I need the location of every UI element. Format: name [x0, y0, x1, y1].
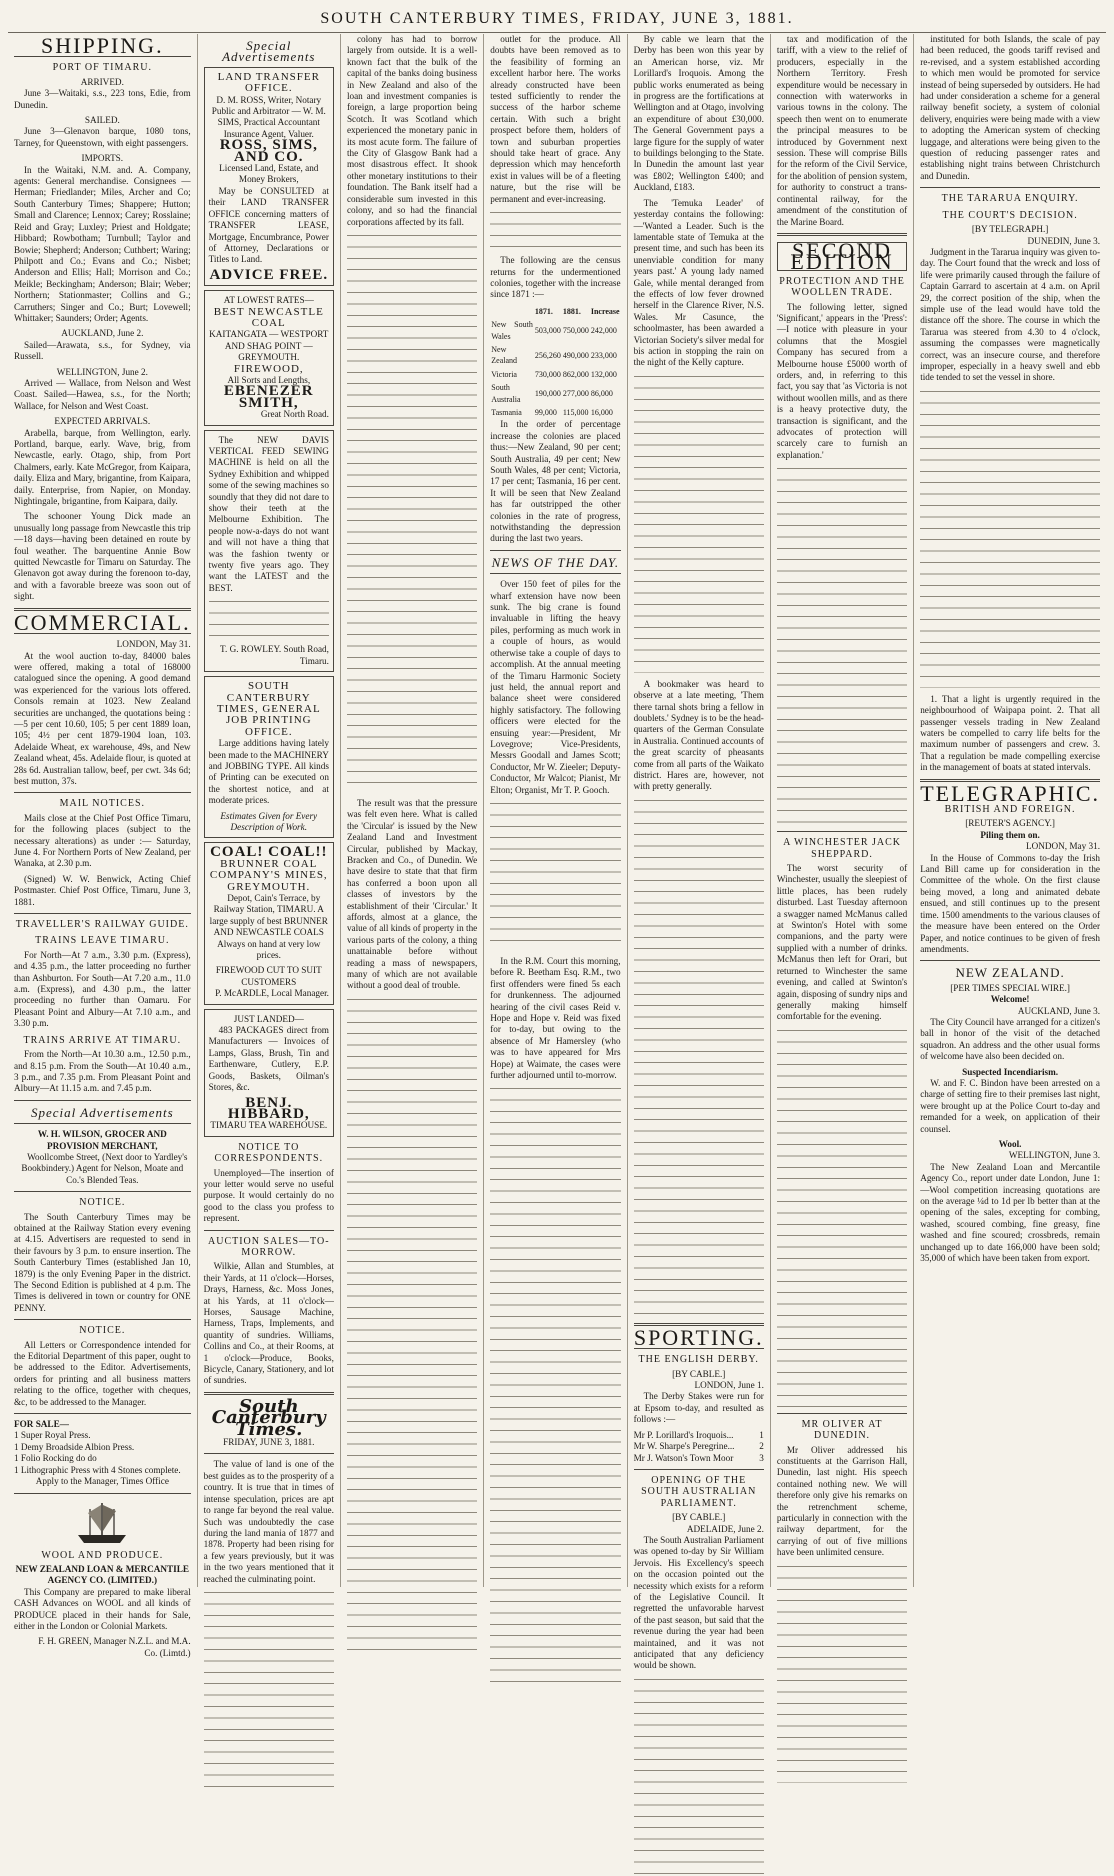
census-cell: 750,000 [562, 325, 589, 335]
imports-label: IMPORTS. [81, 153, 124, 164]
reuters-agency: [REUTER'S AGENCY.] [965, 818, 1055, 829]
census-col-1871: 1871. [534, 306, 553, 316]
opening-text: The South Australian Parliament was opened to-day by Sir William Jervois. His Excellency's speech on the occasion pointed out the necessity which exists for a reform of the Legislative Council. It regretted the unfavorable harvest of the past season, but said that the revenue during the year had been maintained, and it was not anticipated that any deficiency would be shown. [633, 1534, 764, 1671]
piling-text: In the House of Commons to-day the Irish Land Bill came up for consideration in the Committee of the whole. On the first clause being moved, a long and animated debate ensued, and still continues up to the present time. 1500 amendments to the various clauses of the measure have been entered on the Order Paper, and notice continues to be given of fresh amendments. [920, 852, 1101, 954]
derby-horse: Mr J. Watson's Town Moor [633, 1452, 734, 1463]
census-after: In the order of percentage increase the colonies are placed thus:—New Zealand, 90 per cent; South Australia, 49 per cent; New South Wales, 48 per cent; Victoria, 17 per cent; Tasmania, 16 per cent. It will be seen that New Zealand has far outstripped the other colonies in the rate of progress, notwithstanding the depression during the last two years. [490, 419, 621, 544]
news-text-2: In the R.M. Court this morning, before R. Beetham Esq. R.M., two first offenders were fined 5s each for drunkenness. The adjourned hearing of the civil cases Reid v. Hope and Hope v. Reid was fixed for to-day, but owing to the absence of Mr Hamersley (who was to have appeared for Mrs Hope) at Waimate, the cases were further adjourned until to-morrow. [490, 955, 621, 1081]
correspondents-heading: NOTICE TO CORRESPONDENTS. [214, 1141, 324, 1165]
census-intro: The following are the census returns for the undermentioned colonies, together with the increase since 1871 :— [490, 255, 621, 300]
census-table [490, 305, 620, 420]
auction-text: Wilkie, Allan and Stumbles, at their Yards, at 11 o'clock—Horses, Drays, Harness, &c. Moss Jones, at his Yards, at 11 o'clock—Horses, Sausage Machine, Harness, Traps, Implements, and quantity of sundries. Williams, Collins and Co., at their Rooms, at 1 o'clock—Produce, Books, Bicycle, Canary, Stationery, and lot of sundries. [203, 1261, 334, 1386]
mail-text: Mails close at the Chief Post Office Timaru, for the following places (subject to the necessary alterations) as under :— Saturday, June 4. For Northern Ports of New Zealand, per Wanaka, at 2.30 p.m. [14, 812, 191, 869]
for-sale-item: 1 Lithographic Press with 4 Stones complete. [14, 1464, 181, 1475]
mail-signature: (Signed) W. W. Benwick, Acting Chief Postmaster. Chief Post Office, Timaru, June 3, 1881. [14, 873, 191, 907]
ross-text: May be CONSULTED at their LAND TRANSFER OFFICE concerning matters of TRANSFER LEASE, Mortgage, Encumbrance, Power of Attorney, Declarations or Titles to Land. [208, 185, 329, 265]
leader-continued: colony has had to borrow largely from outside. It is a well-known fact that the bulk of the capital of the banks doing business in New Zealand and also of the loan and investment companies is foreign, a large proportion being Scotch. It was Scotland which experienced the monetary panic in its most acute form. The failure of the City of Glasgow Bank had a most disastrous effect. It shook other monetary institutions to their foundation. The Bank itself had a considerable sum invested in this colony, and so had the financial corporations affected by its fall. [346, 34, 478, 227]
wilson-ad-name: W. H. WILSON, GROCER AND PROVISION MERCHANT, [37, 1129, 167, 1151]
speech-continued: tax and modification of the tariff, with a view to the relief of producers, especially in the Northern Territory. Fresh expenditure would be necessary in connection with waterworks in various towns in the colony. The speech then went on to enumerate the principal measures to be introduced by Government next session. These will comprise Bills for the reform of the Civil Service, for the abolition of pension system, for authority to construct a trans-continental railway, for the amendment of the constitution of the Marine Board. [776, 34, 908, 227]
notice2-text: All Letters or Correspondence intended for the Editorial Department of this paper, ought to be addressed to the Editor. Advertisements, orders for printing and all business matters relating to the office, together with cheques, &c, to be addressed to the Manager. [14, 1339, 191, 1407]
trains-arrive-text: From the North—At 10.30 a.m., 12.50 p.m., and 8.15 p.m. From the South—At 10.40 a.m., 3 p.m., and 7.35 p.m. From Pleasant Point and Albury—At 11.15 a.m. and 7.45 p.m. [14, 1049, 191, 1094]
welcome-dateline: AUCKLAND, June 3. [1017, 1005, 1101, 1016]
hibbard-name: BENJ. HIBBARD, [227, 1094, 310, 1122]
census-cell: 190,000 [534, 388, 561, 398]
railway-continued: instituted for both Islands, the scale of pay had been reduced, the goods tariff revised and re-revised, and a system established according to which men would be promoted for service instead of being superseded by outsiders. He had had under consideration a scheme for a general railway benefit society, a system of colonial delivery, enquiries were being made with a view to adopting the American system of checking luggage, and alterations were being given to the question of reducing passenger rates and establishing night trains between Christchurch and Dunedin. [920, 34, 1101, 181]
derby-result [634, 1441, 764, 1452]
for-sale-item: 1 Folio Rocking do do [14, 1453, 97, 1464]
ad-text-lines [209, 598, 329, 638]
census-cell: 862,000 [562, 369, 589, 379]
harbor-text: outlet for the produce. All doubts have been removed as to the feasibility of forming an excellent harbor here. The works already constructed have been tested sufficiently to render the success of the harbor scheme certain. With such a bright prospect before them, holders of town and suburban properties should take heart of grace. Any depression which may henceforth exist in values will be of a fleeting nature, but the rise will be permanent and ever-increasing. [490, 34, 621, 204]
piling-heading: Piling them on. [980, 829, 1040, 840]
article-text-lines [777, 1027, 907, 1407]
article-text-lines [634, 373, 764, 673]
brunner-text: Depot, Cain's Terrace, by Railway Station, TIMARU. A large supply of best BRUNNER AND NEWCASTLE COALS Always on hand at very low prices. [209, 893, 328, 961]
divider [490, 550, 620, 551]
new-zealand-heading: NEW ZEALAND. [955, 965, 1065, 981]
for-sale-item: 1 Super Royal Press. [14, 1430, 91, 1441]
census-cell: New South Wales [491, 320, 533, 341]
temuka-text: The 'Temuka Leader' of yesterday contains the following:—'Wanted a Leader. Such is the lamentable state of Temuka at the present time, and such has been its unenviable condition for many years past.' A young lady named Gale, while mental deranged from the effects of low fever drowned herself in the Clarence River, N.S. Wales. Mr Casunce, the schoolmaster, has been awarded a Victorian Society's silver medal for bis action in stopping the rain on the night of the Kelly capture. [633, 197, 764, 368]
column-4 [484, 34, 627, 1587]
shipping-notes: The schooner Young Dick made an unusually long passage from Newcastle this trip—18 days—having been detained en route by foul weather. The barquentine Annie Bow quitted Newcastle for Timaru on Saturday. The Glenavon got away during the forenoon to-day, and with a favorable breeze was soon out of sight. [14, 511, 191, 602]
just-landed: JUST LANDED— [233, 1013, 304, 1024]
census-row [490, 368, 620, 381]
divider [14, 1191, 191, 1192]
arrived-label: ARRIVED. [80, 76, 124, 87]
derby-dateline: LONDON, June 1. [694, 1380, 764, 1391]
misc-news-text: A bookmaker was heard to observe at a late meeting, 'Them there tarnal shots bring a fellow in doublets.' Sydney is to be the head-quarters of the German Consulate in Australia. Continued accounts of the great scarcity of pheasants come from all parts of the Waikato district. Hares are, however, not with pretty generally. [633, 678, 764, 792]
coal-ad [204, 290, 334, 425]
newspaper-nameplate: South Canterbury Times. [211, 1395, 326, 1440]
derby-place: 3 [759, 1452, 764, 1463]
article-text-lines [634, 1676, 764, 1876]
davis-text: The NEW DAVIS VERTICAL FEED SEWING MACHINE is held on all the Sydney Exhibition and whipped some of the sewing machines so soundly that they did not dare to show their teeth at the Melbourne Exhibition. The people now-a-days do not want and will not have a thing that was the fashion twenty or twenty five years ago. They want the LATEST and the BEST. [208, 434, 329, 593]
expected-label: EXPECTED ARRIVALS. [54, 416, 151, 427]
column-2 [198, 34, 341, 1587]
wool-produce-heading: WOOL AND PRODUCE. [41, 1549, 164, 1561]
derby-result [634, 1453, 764, 1464]
column-3 [341, 34, 484, 1587]
ross-names: D. M. ROSS, Writer, Notary Public and Arbitrator — W. M. SIMS, Practical Accountant Insurance Agent, Valuer. [211, 94, 326, 139]
special-wire: [PER TIMES SPECIAL WIRE.] [950, 982, 1070, 993]
notice-heading: NOTICE. [79, 1197, 126, 1209]
census-cell: 490,000 [562, 350, 589, 360]
for-sale-apply: Apply to the Manager, Times Office [35, 1476, 169, 1487]
printing-estimates: Estimates Given for Every Description of Work. [220, 810, 318, 832]
rowley-signature: T. G. ROWLEY. South Road, Timaru. [220, 644, 329, 666]
wilson-ad-text: Woollcombe Street, (Next door to Yardley's Bookbindery.) Agent for Nelson, Moate and Co.'s Blended Teas. [21, 1151, 188, 1185]
news-text-lines [490, 800, 620, 950]
derby-place: 2 [759, 1441, 764, 1452]
derby-heading: THE ENGLISH DERBY. [638, 1354, 759, 1366]
loan-company-signature: F. H. GREEN, Manager N.Z.L. and M.A. Co. (Limtd.) [38, 1636, 191, 1658]
divider [204, 1453, 334, 1454]
hibbard-ad [204, 1009, 334, 1137]
derby-text: The Derby Stakes were run for at Epsom to-day, and resulted as follows :— [633, 1391, 764, 1425]
derby-place: 1 [759, 1429, 764, 1440]
columns [8, 33, 1106, 1671]
census-cell: 16,000 [590, 407, 613, 417]
firewood-sub: All Sorts and Lengths, [227, 374, 311, 385]
mcardle-signature: P. McARDLE, Local Manager. [215, 988, 329, 999]
tararua-dateline: DUNEDIN, June 3. [1027, 235, 1101, 246]
welcome-heading: Welcome! [990, 994, 1030, 1005]
for-sale-heading: FOR SALE— [14, 1419, 69, 1430]
census-row [490, 343, 620, 368]
sailed-label: SAILED. [84, 115, 120, 126]
article-text-lines [777, 1563, 907, 1783]
nameplate-dateline: FRIDAY, JUNE 3, 1881. [223, 1437, 315, 1448]
divider [14, 913, 191, 914]
incendiarism-text: W. and F. C. Bindon have been arrested on a charge of setting fire to their premises last night, were brought up at the Police Court to-day and remanded for a week, on application of their counsel. [920, 1077, 1101, 1134]
coal-best: BEST NEWCASTLE COAL [213, 305, 324, 329]
news-heading: NEWS OF THE DAY. [491, 554, 620, 570]
coal-places: KAITANGATA — WESTPORT AND SHAG POINT — GREYMOUTH. [209, 329, 329, 363]
census-cell: Tasmania [491, 407, 522, 417]
notice-text: The South Canterbury Times may be obtained at the Railway Station every evening at 4.15. Advertisers are requested to send in their favours by 3 p.m. to ensure insertion. The South Canterbury Times (established Jan 10, 1879) is the only Evening Paper in the district. The Second Edition is published at 4 p.m. The Times is delivered in town or country for ONE PENNY. [14, 1211, 191, 1313]
census-col-1881: 1881. [562, 306, 581, 316]
trains-leave-heading: TRAINS LEAVE TIMARU. [35, 935, 170, 947]
printing-office-text: Large additions having lately been made to the MACHINERY and JOBBING TYPE. All kinds of Printing can be executed on the shortest notice, and at moderate prices. [208, 738, 329, 806]
column-7 [914, 34, 1106, 1587]
firewood: FIREWOOD, [233, 362, 304, 375]
coal-heading: COAL! COAL!! [210, 844, 328, 861]
for-sale-item: 1 Demy Broadside Albion Press. [14, 1441, 135, 1452]
column-5 [628, 34, 771, 1671]
divider [777, 233, 907, 236]
trains-leave-text: For North—At 7 a.m., 3.30 p.m. (Express), and 4.35 p.m., the latter proceeding no further than Ashburton. For South—At 7.20 a.m., 11.0 a.m. (Express), and 4.30 p.m., the latter proceeding no further than Oamaru. For Pleasant Point and Albury—At 7.10 a.m., and 3.30 p.m. [14, 949, 191, 1029]
mail-heading: MAIL NOTICES. [59, 798, 146, 810]
special-ads-heading: Special Advertisements [222, 38, 316, 65]
brunner-heading: BRUNNER COAL COMPANY'S MINES, GREYMOUTH. [209, 857, 328, 893]
divider [204, 1392, 334, 1395]
davis-sewing-ad [204, 430, 334, 673]
divider [14, 1319, 191, 1320]
opening-heading: OPENING OF THE SOUTH AUSTRALIAN PARLIAMENT. [641, 1474, 757, 1509]
british-foreign-heading: BRITISH AND FOREIGN. [944, 804, 1076, 816]
opening-dateline: ADELAIDE, June 2. [686, 1523, 764, 1534]
special-ads-heading: Special Advertisements [30, 1104, 174, 1120]
column-1 [8, 33, 198, 1658]
article-text-lines [634, 797, 764, 1317]
railway-guide-heading: TRAVELLER'S RAILWAY GUIDE. [15, 919, 189, 931]
wellington-text: Arrived — Wallace, from Nelson and West Coast. Sailed—Hawea, s.s., for the North; Wallace, for Nelson and West Coast. [14, 377, 191, 411]
auckland-text: Sailed—Arawata, s.s., for Sydney, via Russell. [14, 339, 191, 362]
court-decision-heading: THE COURT'S DECISION. [942, 209, 1078, 221]
census-cell: New Zealand [491, 344, 518, 366]
divider [14, 1123, 191, 1124]
masthead: SOUTH CANTERBURY TIMES, FRIDAY, JUNE 3, 1881. [8, 6, 1106, 33]
derby-horse: Mr W. Sharpe's Peregrine... [633, 1441, 735, 1452]
derby-cable-text: By cable we learn that the Derby has been won this year by an American horse, viz. Mr Lorillard's Iroquois. Among the public works enumerated as being in progress are the fortifications at Wellington and at Otago, involving an expenditure of about £30,000. The General Government pays a large figure for the supply of water to buildings belonging to the State. In Dunedin the amount last year was £802; Wellington £400; and Auckland, £183. [633, 34, 764, 193]
news-text: Over 150 feet of piles for the wharf extension have now been sunk. The big crane is found invaluable in lifting the heavy piles, performing as much work in a couple of hours, as would otherwise take a couple of days to accomplish. At the annual meeting of the Timaru Harmonic Society just held, the annual report and balance sheet were considered highly satisfactory. The following officers were elected for the ensuing year:—President, Mr Lovegrove; Vice-Presidents, Messrs Goodall and James Scott; Conductor, Mr W. Zieeler; Deputy-Conductor, Mr Walcot; Pianist, Mr Elton; Organist, Mr T. P. Gooch. [490, 579, 621, 795]
opening-by-cable: [BY CABLE.] [672, 1512, 726, 1523]
divider [920, 960, 1100, 961]
divider [14, 1413, 191, 1414]
expected-text: Arabella, barque, from Wellington, early. Portland, barque, early. Wave, brig, from Newcastle, early. Otago, ship, from Port Chalmers, early. Kate McGregor, from Kaipara, daily. Eliza and Mary, brigantine, from Kaipara, daily. Enterprise, from Napier, on Monday. Nightingale, brigantine, from Kaipara, daily. [14, 427, 191, 507]
printing-office-ad [204, 676, 334, 838]
brunner-coal-ad [204, 842, 334, 1004]
sporting-heading: SPORTING. [633, 1324, 764, 1350]
divider [634, 1469, 764, 1470]
divider [14, 792, 191, 793]
census-col-colony [490, 305, 534, 318]
census-row [490, 318, 620, 343]
sailed-text: June 3—Glenavon barque, 1080 tons, Tarney, for Queenstown, with eight passengers. [14, 126, 191, 148]
article-text-lines [920, 388, 1100, 688]
notice2-heading: NOTICE. [79, 1325, 126, 1337]
derby-horse: Mr P. Lorillard's Iroquois... [633, 1429, 734, 1440]
derby-result [634, 1430, 764, 1441]
census-cell: 132,000 [590, 369, 617, 379]
auction-heading: AUCTION SALES—TO-MORROW. [208, 1235, 330, 1258]
telegraphic-heading: TELEGRAPHIC. [920, 780, 1101, 806]
census-row [490, 381, 620, 406]
ross-subtitle: Licensed Land, Estate, and Money Brokers, [219, 163, 319, 185]
census-cell: South Australia [491, 383, 521, 404]
article-text-lines [777, 465, 907, 825]
leader-text-lines [347, 996, 477, 1656]
census-cell: 256,260 [534, 350, 561, 360]
smith-name: EBENEZER SMITH, [223, 383, 314, 411]
correspondents-text: Unemployed—The insertion of your letter would serve no useful purpose. It would certainly do no good to the class you profess to represent. [203, 1167, 334, 1224]
commercial-text: At the wool auction to-day, 84000 bales were offered, making a total of 168000 catalogued since the opening. A good demand was experienced for the various lots offered. Consols remain at 1023. New Zealand securities are unchanged, the quotations being :—5 per cent 10.60, 105; 5 per cent 1889 loan, 105; 4½ per cent 1879-1904 loan, 103. Adelaide Wheat, ex warehouse, 49s, and New Zealand wheat, 45s. Adelaide flour, is quoted at 28s 6d. Australian tallow, beef, per cwt. 34s 6d; best mutton, 37s. [14, 650, 191, 786]
leader-text-lines [204, 1589, 334, 1789]
news-text-lines [490, 1085, 620, 1685]
tararua-text: Judgment in the Tararua inquiry was given to-day. The Court found that the wreck and loss of life were primarily caused through the failure of Captain Garrard to ascertain at 4 a.m. on April 29, the correct position of the ship, when the simple use of the lead would have told the distance off the shore. The course in which the Tararua was steered from 4.30 to 4 o'clock, assuming the compasses were magnetically correct, was an insecure course, and therefore improper, especially in a heavy swell and ebb tide tended to set the vessel in shore. [920, 246, 1101, 383]
divider [920, 187, 1100, 188]
arrived-text: June 3—Waitaki, s.s., 223 tons, Edie, from Dunedin. [14, 88, 191, 110]
by-telegraph: [BY TELEGRAPH.] [971, 224, 1049, 235]
trains-arrive-heading: TRAINS ARRIVE AT TIMARU. [23, 1034, 182, 1046]
smith-address: Great North Road. [260, 409, 329, 420]
divider [777, 831, 907, 832]
printing-office-heading: SOUTH CANTERBURY TIMES, GENERAL JOB PRINTING OFFICE. [216, 680, 321, 738]
hibbard-subtitle: TIMARU TEA WAREHOUSE. [210, 1120, 328, 1131]
protection-text: The following letter, signed 'Significant,' appears in the 'Press':—I notice with pleasure in your columns that the Mosgiel Company has secured from a Melbourne house £5000 worth of orders, and, in referring to this fact, you say that 'as Victoria is not without woollen mills, and as there is a heavy protective duty, the transaction is significant, and the advocates of protection will scarcely care to furnish an explanation.' [776, 301, 908, 460]
census-cell: 233,000 [590, 350, 617, 360]
loan-company-heading: NEW ZEALAND LOAN & MERCANTILE AGENCY CO. (LIMITED.) [15, 1563, 190, 1586]
census-cell: Victoria [491, 369, 517, 379]
divider [777, 1413, 907, 1414]
advice-free: ADVICE FREE. [209, 266, 329, 283]
wellington-dateline: WELLINGTON, June 2. [56, 366, 148, 377]
leader-text-lines [347, 232, 477, 792]
jack-sheppard-heading: A WINCHESTER JACK SHEPPARD. [783, 837, 901, 860]
census-cell: 86,000 [590, 388, 613, 398]
census-table-header [490, 305, 620, 318]
auckland-dateline: AUCKLAND, June 2. [61, 328, 144, 339]
census-row [490, 406, 620, 419]
london-dateline: LONDON, May 31. [116, 639, 191, 650]
wool-heading: Wool. [998, 1139, 1022, 1149]
divider [204, 1230, 334, 1231]
census-cell: 99,000 [534, 407, 557, 417]
divider [490, 573, 620, 574]
census-cell: 277,000 [562, 388, 589, 398]
by-cable: [BY CABLE.] [672, 1368, 726, 1379]
census-cell: 503,000 [534, 325, 561, 335]
wool-text: The New Zealand Loan and Mercantile Agency Co., report under date London, June 1:—Wool competition increasing quotations are on the average ¼d to 1d per lb better than at the opening of the sales, excepting for combing, washed, scoured combing, fine greasy, fine washed and fine scoured; crossbreds, remain unchanged up to date 166,000 have been sold; 35,000 of which have been taken from export. [920, 1161, 1101, 1264]
shipping-heading: SHIPPING. [41, 33, 164, 58]
divider [14, 1100, 191, 1101]
imports-text: In the Waitaki, N.M. and. A. Company, agents: General merchandise. Consignees —Herman; Friedlander; Miles, Archer and Co; South Canterbury Times; Shappere; Hutton; Small and Clarence; Lennox; Carey; Rosslaine; Reid and Gray; Luxley; Priest and Holdgate; Hibbard; Rowbotham; Turnbull; Taylor and Bowie; Shepherd; Anderson; Cuthbert; Waring; Philpott and Co.; Evans and Co.; Nisbet; Anderson and Ellis; Hall; Morrison and Co.; Meikle; Beckingham; Anderson; Blair; Weber; Northern; Stationmaster; Collins and G.; Carruthers; Singer and Co.; Burt; Lovewell; Whittaker; Saunders; Order; Agents. [14, 164, 191, 323]
land-transfer-heading: LAND TRANSFER OFFICE. [217, 70, 320, 95]
incendiarism-heading: Suspected Incendiarism. [962, 1066, 1059, 1077]
divider [14, 1493, 191, 1494]
column-6 [771, 34, 914, 1587]
tararua-heading: THE TARARUA ENQUIRY. [941, 193, 1079, 205]
commercial-heading: COMMERCIAL. [14, 609, 191, 635]
lowest-rates: AT LOWEST RATES— [223, 295, 314, 306]
packages-text: 483 PACKAGES direct from Manufacturers — Invoices of Lamps, Glass, Brush, Tin and Earthenware, Cutlery, E.P. Goods, Baskets, Oilman's Stores, &c. [208, 1025, 329, 1093]
tararua-recommendations: 1. That a light is urgently required in the neighbourhood of Waipapa point. 2. That all passenger vessels trading in New Zealand waters be compelled to carry life belts for the maximum number of passengers and crew. 3. That a regulation be made compelling exercise in the management of boats at stated intervals. [920, 693, 1101, 773]
loan-company-text: This Company are prepared to make liberal CASH Advances on WOOL and all kinds of PRODUCE placed in their hands for Sale, either in the London or Colonial Markets. [14, 1586, 191, 1631]
circular-text: The result was that the pressure was felt even here. What is called the 'Circular' is issued by the New Zealand Land and Investment Circular, published by Mackay, Bracken and Co., of Dunedin. We have desire to state that that firm has conferred a boon upon all classes of investors by the establishment of their 'Circular.' It affords, almost at a glance, the value of all kinds of property in the various parts of the colony, a thing unattainable before without reading a mass of newspapers, many of which are not available without a good deal of trouble. [346, 797, 478, 991]
census-cell: 730,000 [534, 369, 561, 379]
welcome-text: The City Council have arranged for a citizen's ball in honor of the visit of the detached squadron. An address and the other usual forms of welcome have also been decided on. [920, 1016, 1101, 1062]
census-cell: 242,000 [590, 325, 617, 335]
port-heading: PORT OF TIMARU. [52, 62, 152, 74]
article-text-lines [490, 209, 620, 249]
oliver-heading: MR OLIVER AT DUNEDIN. [801, 1418, 883, 1442]
jack-sheppard-text: The worst security of Winchester, usually the sleepiest of little places, has been rudely disturbed. Last Tuesday afternoon a swagger named McManus called at Swinton's Hotel with some companions, and the party were supplied with a number of drinks. McManus then left for Orari, but returned to Winchester the same evening, and called at Swinton's again, disposing of sundry nips and generally making himself comfortable for the evening. [776, 863, 908, 1022]
ship-icon [72, 1499, 132, 1545]
census-cell: 115,000 [562, 407, 589, 417]
wool-dateline: WELLINGTON, June 3. [1008, 1150, 1101, 1161]
oliver-text: Mr Oliver addressed his constituents at the Garrison Hall, Dunedin, last night. His speech contained nothing new. We will therefore only give his remarks on the retrenchment scheme, particularly in connection with the railway department, for the carrying of out of five millions have been unlimited censure. [776, 1444, 908, 1558]
protection-heading: PROTECTION AND THE WOOLLEN TRADE. [779, 275, 905, 299]
second-edition-heading: SECOND EDITION [777, 242, 907, 271]
ross-firm: ROSS, SIMS, AND CO. [219, 137, 318, 165]
firewood-cut: FIREWOOD CUT TO SUIT CUSTOMERS [215, 965, 322, 987]
leader-text: The value of land is one of the best guides as to the prosperity of a country. It is true that in times of intense speculation, prices are apt to range far beyond the real value. Such was undoubtedly the case during the land mania of 1877 and 1878. Property had been rising for a few years previously, but it was in the two years mentioned that it reached the culminating point. [203, 1459, 334, 1584]
land-transfer-ad [204, 67, 334, 286]
piling-dateline: LONDON, May 31. [1026, 841, 1101, 852]
census-col-increase: Increase [590, 306, 620, 316]
